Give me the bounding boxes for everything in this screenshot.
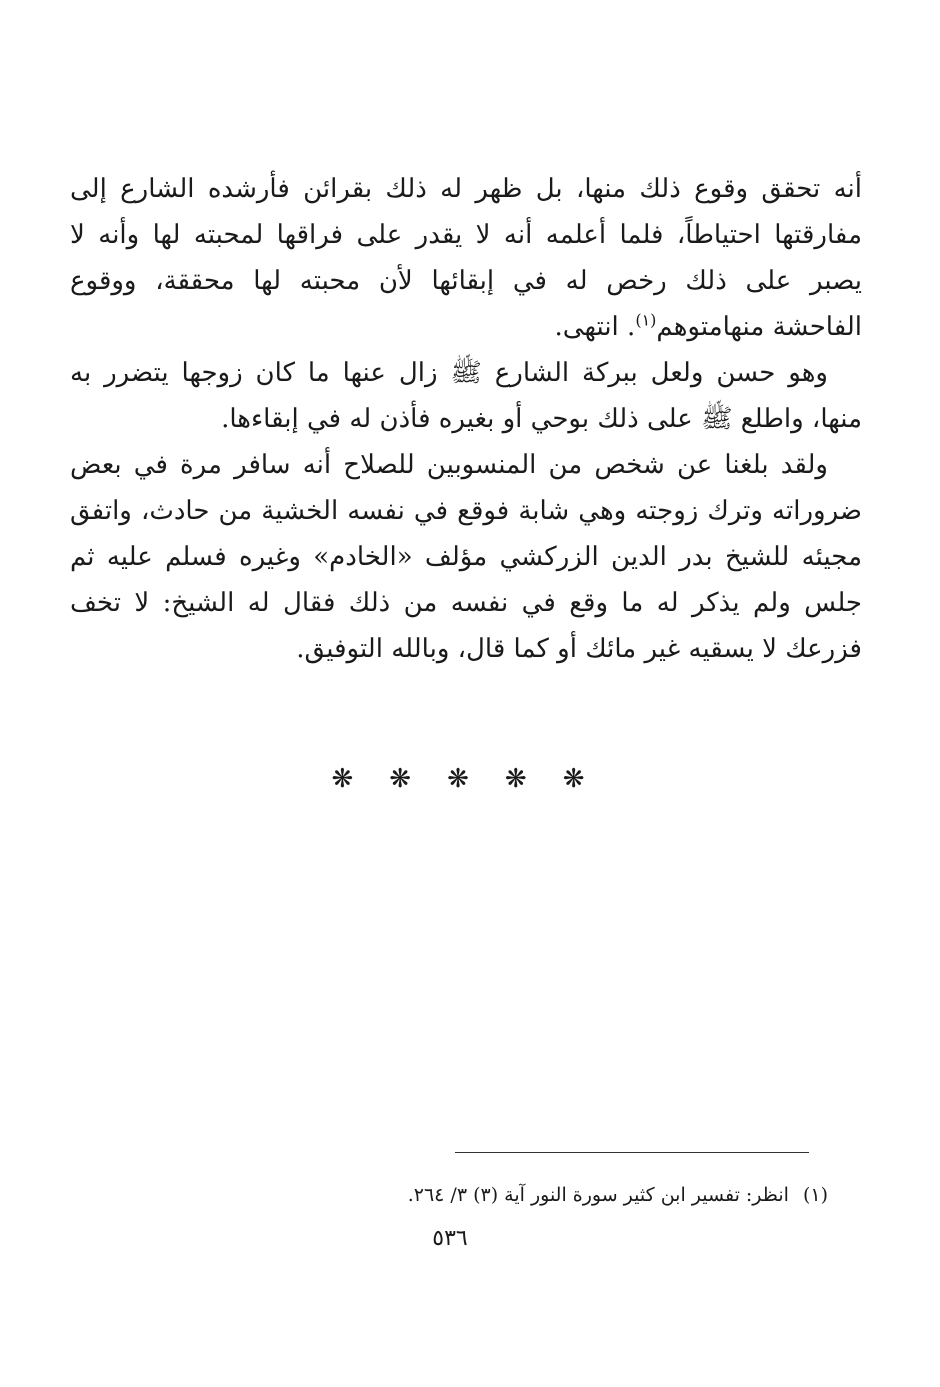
text-line: جلس ولم يذكر له ما وقع في نفسه من ذلك فقال له الشيخ: لا تخف bbox=[70, 588, 862, 618]
text-fragment: الفاحشة منهامتوهم bbox=[656, 312, 862, 342]
star-ornament-icon: ❋ bbox=[504, 764, 551, 794]
star-ornament-icon: ❋ bbox=[389, 764, 436, 794]
footnote-reference: (١) bbox=[635, 310, 657, 330]
footnote bbox=[200, 1180, 828, 1210]
footnote-number: (١) bbox=[802, 1184, 828, 1206]
text-line bbox=[70, 304, 862, 350]
text-line: فزرعك لا يسقيه غير مائك أو كما قال، وبالله التوفيق. bbox=[296, 634, 862, 664]
paragraph-2 bbox=[70, 350, 862, 442]
text-line: مجيئه للشيخ بدر الدين الزركشي مؤلف «الخادم» وغيره فسلم عليه ثم bbox=[70, 542, 862, 572]
text-line: وهو حسن ولعل ببركة الشارع ﷺ زال عنها ما كان زوجها يتضرر به bbox=[70, 358, 828, 388]
page-number: ٥٣٦ bbox=[432, 1226, 468, 1251]
text-line: يصبر على ذلك رخص له في إبقائها لأن محبته لها محققة، ووقوع bbox=[70, 266, 862, 296]
text-fragment: . انتهى. bbox=[554, 312, 636, 342]
star-ornament-icon: ❋ bbox=[331, 764, 378, 794]
text-line: أنه تحقق وقوع ذلك منها، بل ظهر له ذلك بقرائن فأرشده الشارع إلى bbox=[70, 174, 862, 204]
paragraph-1 bbox=[70, 166, 862, 350]
text-line: مفارقتها احتياطاً، فلما أعلمه أنه لا يقدر على فراقها لمحبته لها وأنه لا bbox=[70, 220, 862, 250]
text-line: ضروراته وترك زوجته وهي شابة فوقع في نفسه الخشية من حادث، واتفق bbox=[70, 496, 862, 526]
footnote-divider bbox=[455, 1152, 809, 1153]
text-line: ولقد بلغنا عن شخص من المنسوبين للصلاح أنه سافر مرة في بعض bbox=[70, 450, 828, 480]
text-line: منها، واطلع ﷺ على ذلك بوحي أو بغيره فأذن له في إبقاءها. bbox=[221, 404, 862, 434]
star-ornament-icon: ❋ bbox=[562, 764, 609, 794]
footnote-text: انظر: تفسير ابن كثير سورة النور آية (٣) ٣/ ٢٦٤. bbox=[407, 1184, 789, 1206]
main-text bbox=[70, 166, 862, 672]
star-ornament-icon: ❋ bbox=[447, 764, 493, 794]
section-separator bbox=[0, 764, 940, 794]
paragraph-3 bbox=[70, 442, 862, 672]
